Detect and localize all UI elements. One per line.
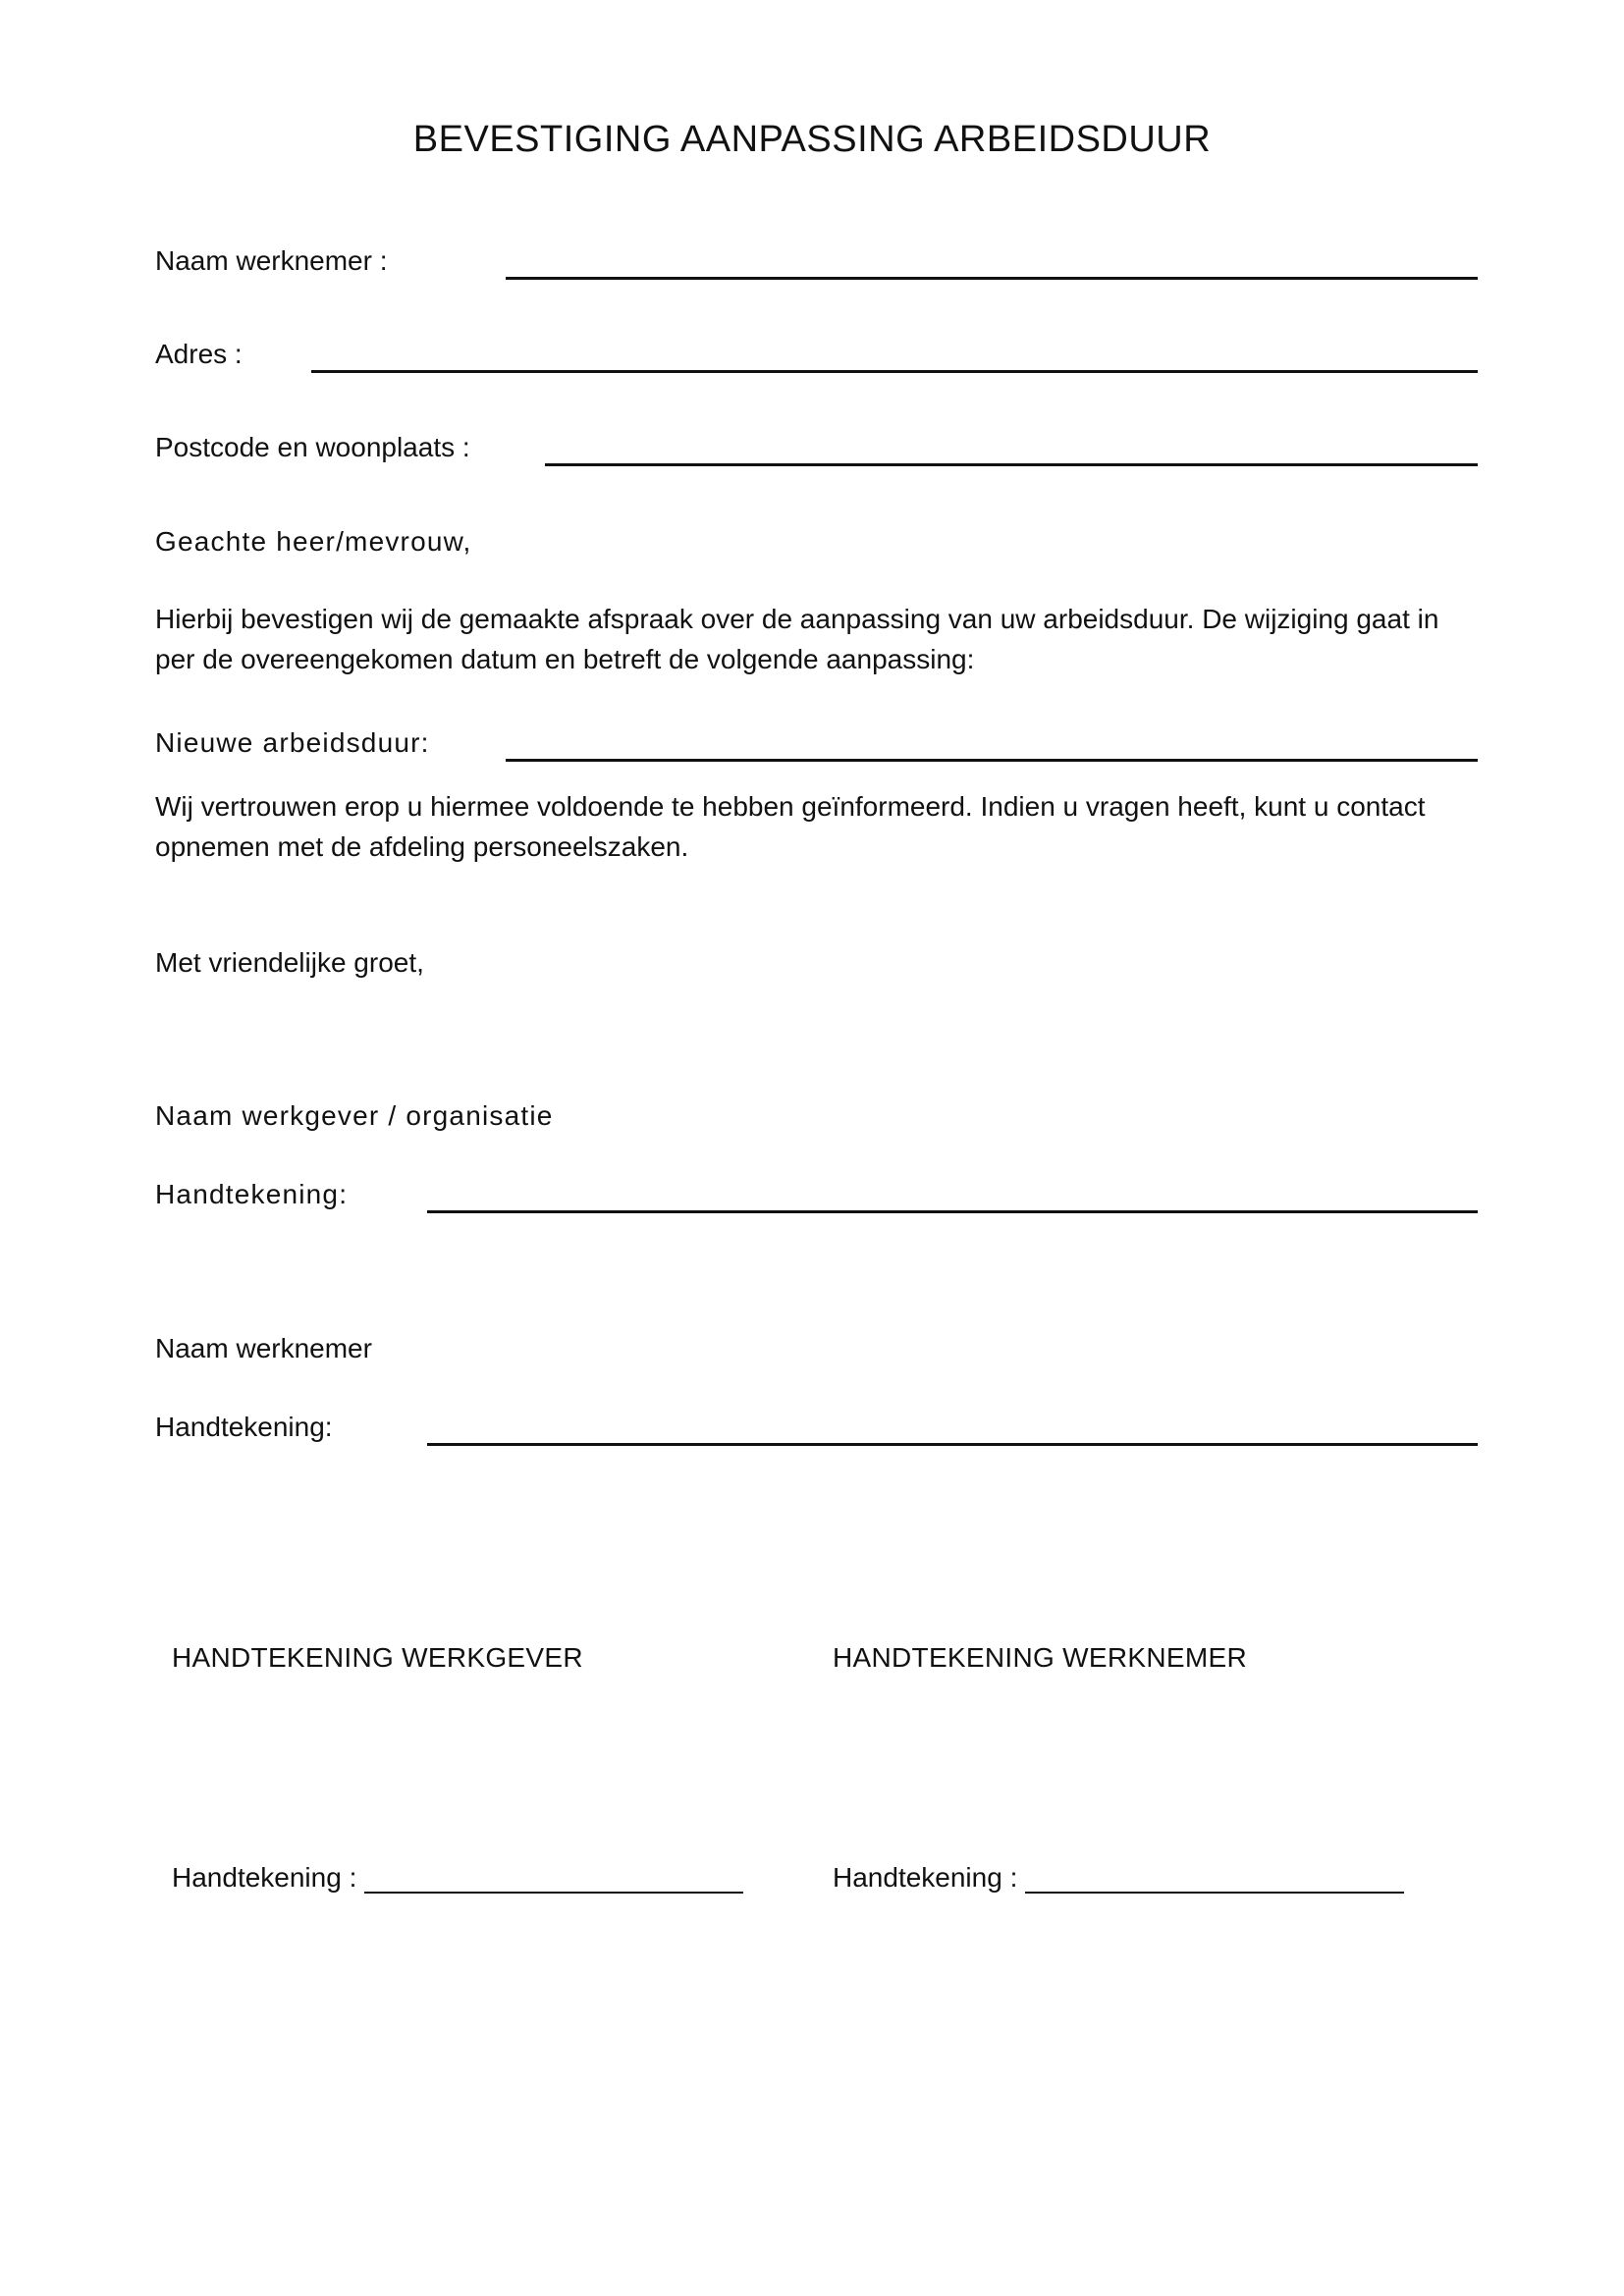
employee-name-heading: Naam werknemer	[155, 1333, 372, 1363]
greeting-text: Met vriendelijke groet,	[155, 947, 424, 978]
employee-sign-blank[interactable]	[1025, 1864, 1404, 1894]
employee-signature-heading: HANDTEKENING WERKNEMER	[833, 1642, 1247, 1673]
closing-paragraph-line: opnemen met de afdeling personeelszaken.	[155, 831, 689, 862]
intro-paragraph-line: per de overeengekomen datum en betreft de volgende aanpassing:	[155, 644, 975, 674]
employer-signature-label: Handtekening:	[155, 1179, 349, 1209]
intro-paragraph-line: Hierbij bevestigen wij de gemaakte afspraak over de aanpassing van uw arbeidsduur. De wijziging gaat in	[155, 604, 1439, 634]
address-field-line[interactable]	[311, 370, 1478, 373]
employee-signature-line[interactable]	[427, 1443, 1478, 1446]
document-title: BEVESTIGING AANPASSING ARBEIDSDUUR	[412, 119, 1212, 160]
employee-sign-label: Handtekening :	[833, 1862, 1018, 1893]
employer-signature-heading: HANDTEKENING WERKGEVER	[172, 1642, 583, 1673]
new-hours-field-line[interactable]	[506, 759, 1478, 762]
employer-sign-label: Handtekening :	[172, 1862, 357, 1893]
closing-paragraph-line: Wij vertrouwen erop u hiermee voldoende te hebben geïnformeerd. Indien u vragen heeft, kunt u contact	[155, 791, 1426, 822]
employer-sign-blank[interactable]	[364, 1864, 743, 1894]
employer-signature-line[interactable]	[427, 1210, 1478, 1213]
employee-signature-label: Handtekening:	[155, 1412, 333, 1442]
employee-sign-row	[833, 1862, 1404, 1894]
intro-paragraph	[155, 599, 1490, 679]
employee-name-field-line[interactable]	[506, 277, 1478, 280]
employee-name-label: Naam werknemer :	[155, 245, 388, 276]
employer-name-label: Naam werkgever / organisatie	[155, 1100, 554, 1131]
postal-city-field-line[interactable]	[545, 463, 1478, 466]
postal-city-label: Postcode en woonplaats :	[155, 432, 470, 462]
closing-paragraph	[155, 786, 1490, 867]
address-label: Adres :	[155, 339, 243, 369]
salutation-text: Geachte heer/mevrouw,	[155, 526, 472, 557]
new-hours-label: Nieuwe arbeidsduur:	[155, 727, 430, 758]
employer-sign-row	[172, 1862, 743, 1894]
